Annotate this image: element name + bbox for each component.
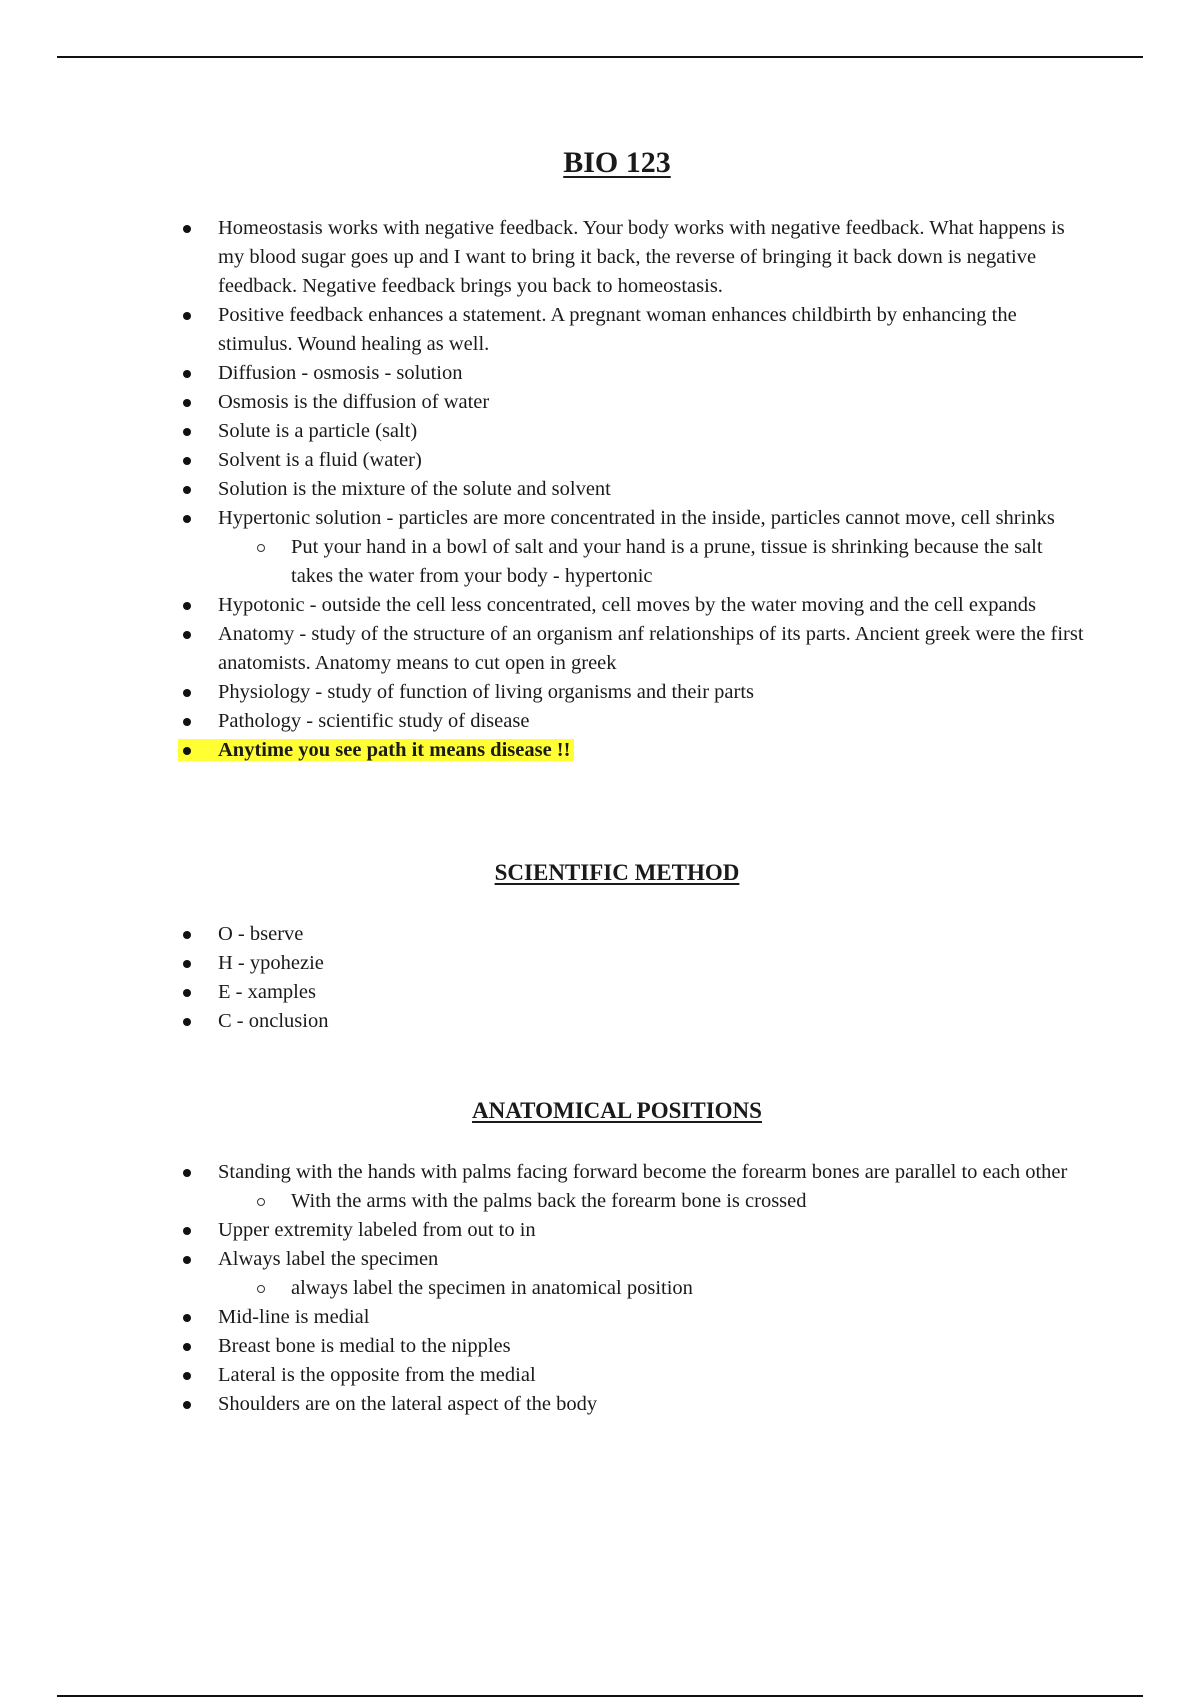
list-item: Positive feedback enhances a statement. A pregnant woman enhances childbirth by enhancing the stimulus. Wound healing as well. [0, 301, 1200, 359]
section-heading-anatomical-positions: ANATOMICAL POSITIONS [472, 1098, 762, 1123]
list-item: Always label the specimen [0, 1245, 1200, 1274]
list-item: Diffusion - osmosis - solution [0, 359, 1200, 388]
list-item: Solute is a particle (salt) [0, 417, 1200, 446]
page-title: BIO 123 [563, 146, 671, 179]
bottom-rule [57, 1695, 1143, 1697]
list-item: Physiology - study of function of living organisms and their parts [0, 678, 1200, 707]
highlighted-text: Anytime you see path it means disease !! [218, 739, 571, 761]
list-item: Osmosis is the diffusion of water [0, 388, 1200, 417]
sub-list-item: always label the specimen in anatomical position [0, 1274, 1200, 1303]
list-item: Upper extremity labeled from out to in [0, 1216, 1200, 1245]
list-item: Anatomy - study of the structure of an organism anf relationships of its parts. Ancient greek were the first anatomists. Anatomy means to cut open in greek [0, 620, 1200, 678]
list-item: Pathology - scientific study of disease [0, 707, 1200, 736]
list-item: Lateral is the opposite from the medial [0, 1361, 1200, 1390]
section-heading-scientific-method: SCIENTIFIC METHOD [494, 860, 740, 885]
list-item: E - xamples [0, 978, 1200, 1007]
anatomical-positions-list [0, 1158, 1200, 1419]
scientific-method-list [0, 920, 1200, 1036]
list-item: Shoulders are on the lateral aspect of the body [0, 1390, 1200, 1419]
top-rule [57, 56, 1143, 58]
list-item: Solution is the mixture of the solute and solvent [0, 475, 1200, 504]
sub-list-item: With the arms with the palms back the forearm bone is crossed [0, 1187, 1200, 1216]
list-item: Hypertonic solution - particles are more concentrated in the inside, particles cannot move, cell shrinks [0, 504, 1200, 533]
list-item: Hypotonic - outside the cell less concentrated, cell moves by the water moving and the cell expands [0, 591, 1200, 620]
highlighted-list-item [0, 736, 1200, 765]
list-item: O - bserve [0, 920, 1200, 949]
list-item: Homeostasis works with negative feedback. Your body works with negative feedback. What happens is my blood sugar goes up and I want to bring it back, the reverse of bringing it back down is negative feedback. Negative feedback brings you back to homeostasis. [0, 214, 1200, 301]
list-item: Standing with the hands with palms facing forward become the forearm bones are parallel to each other [0, 1158, 1200, 1187]
list-item: C - onclusion [0, 1007, 1200, 1036]
sub-list-item: Put your hand in a bowl of salt and your hand is a prune, tissue is shrinking because the salt takes the water from your body - hypertonic [0, 533, 1200, 591]
list-item: Breast bone is medial to the nipples [0, 1332, 1200, 1361]
list-item: Solvent is a fluid (water) [0, 446, 1200, 475]
intro-list [0, 214, 1200, 765]
list-item: H - ypohezie [0, 949, 1200, 978]
list-item: Mid-line is medial [0, 1303, 1200, 1332]
